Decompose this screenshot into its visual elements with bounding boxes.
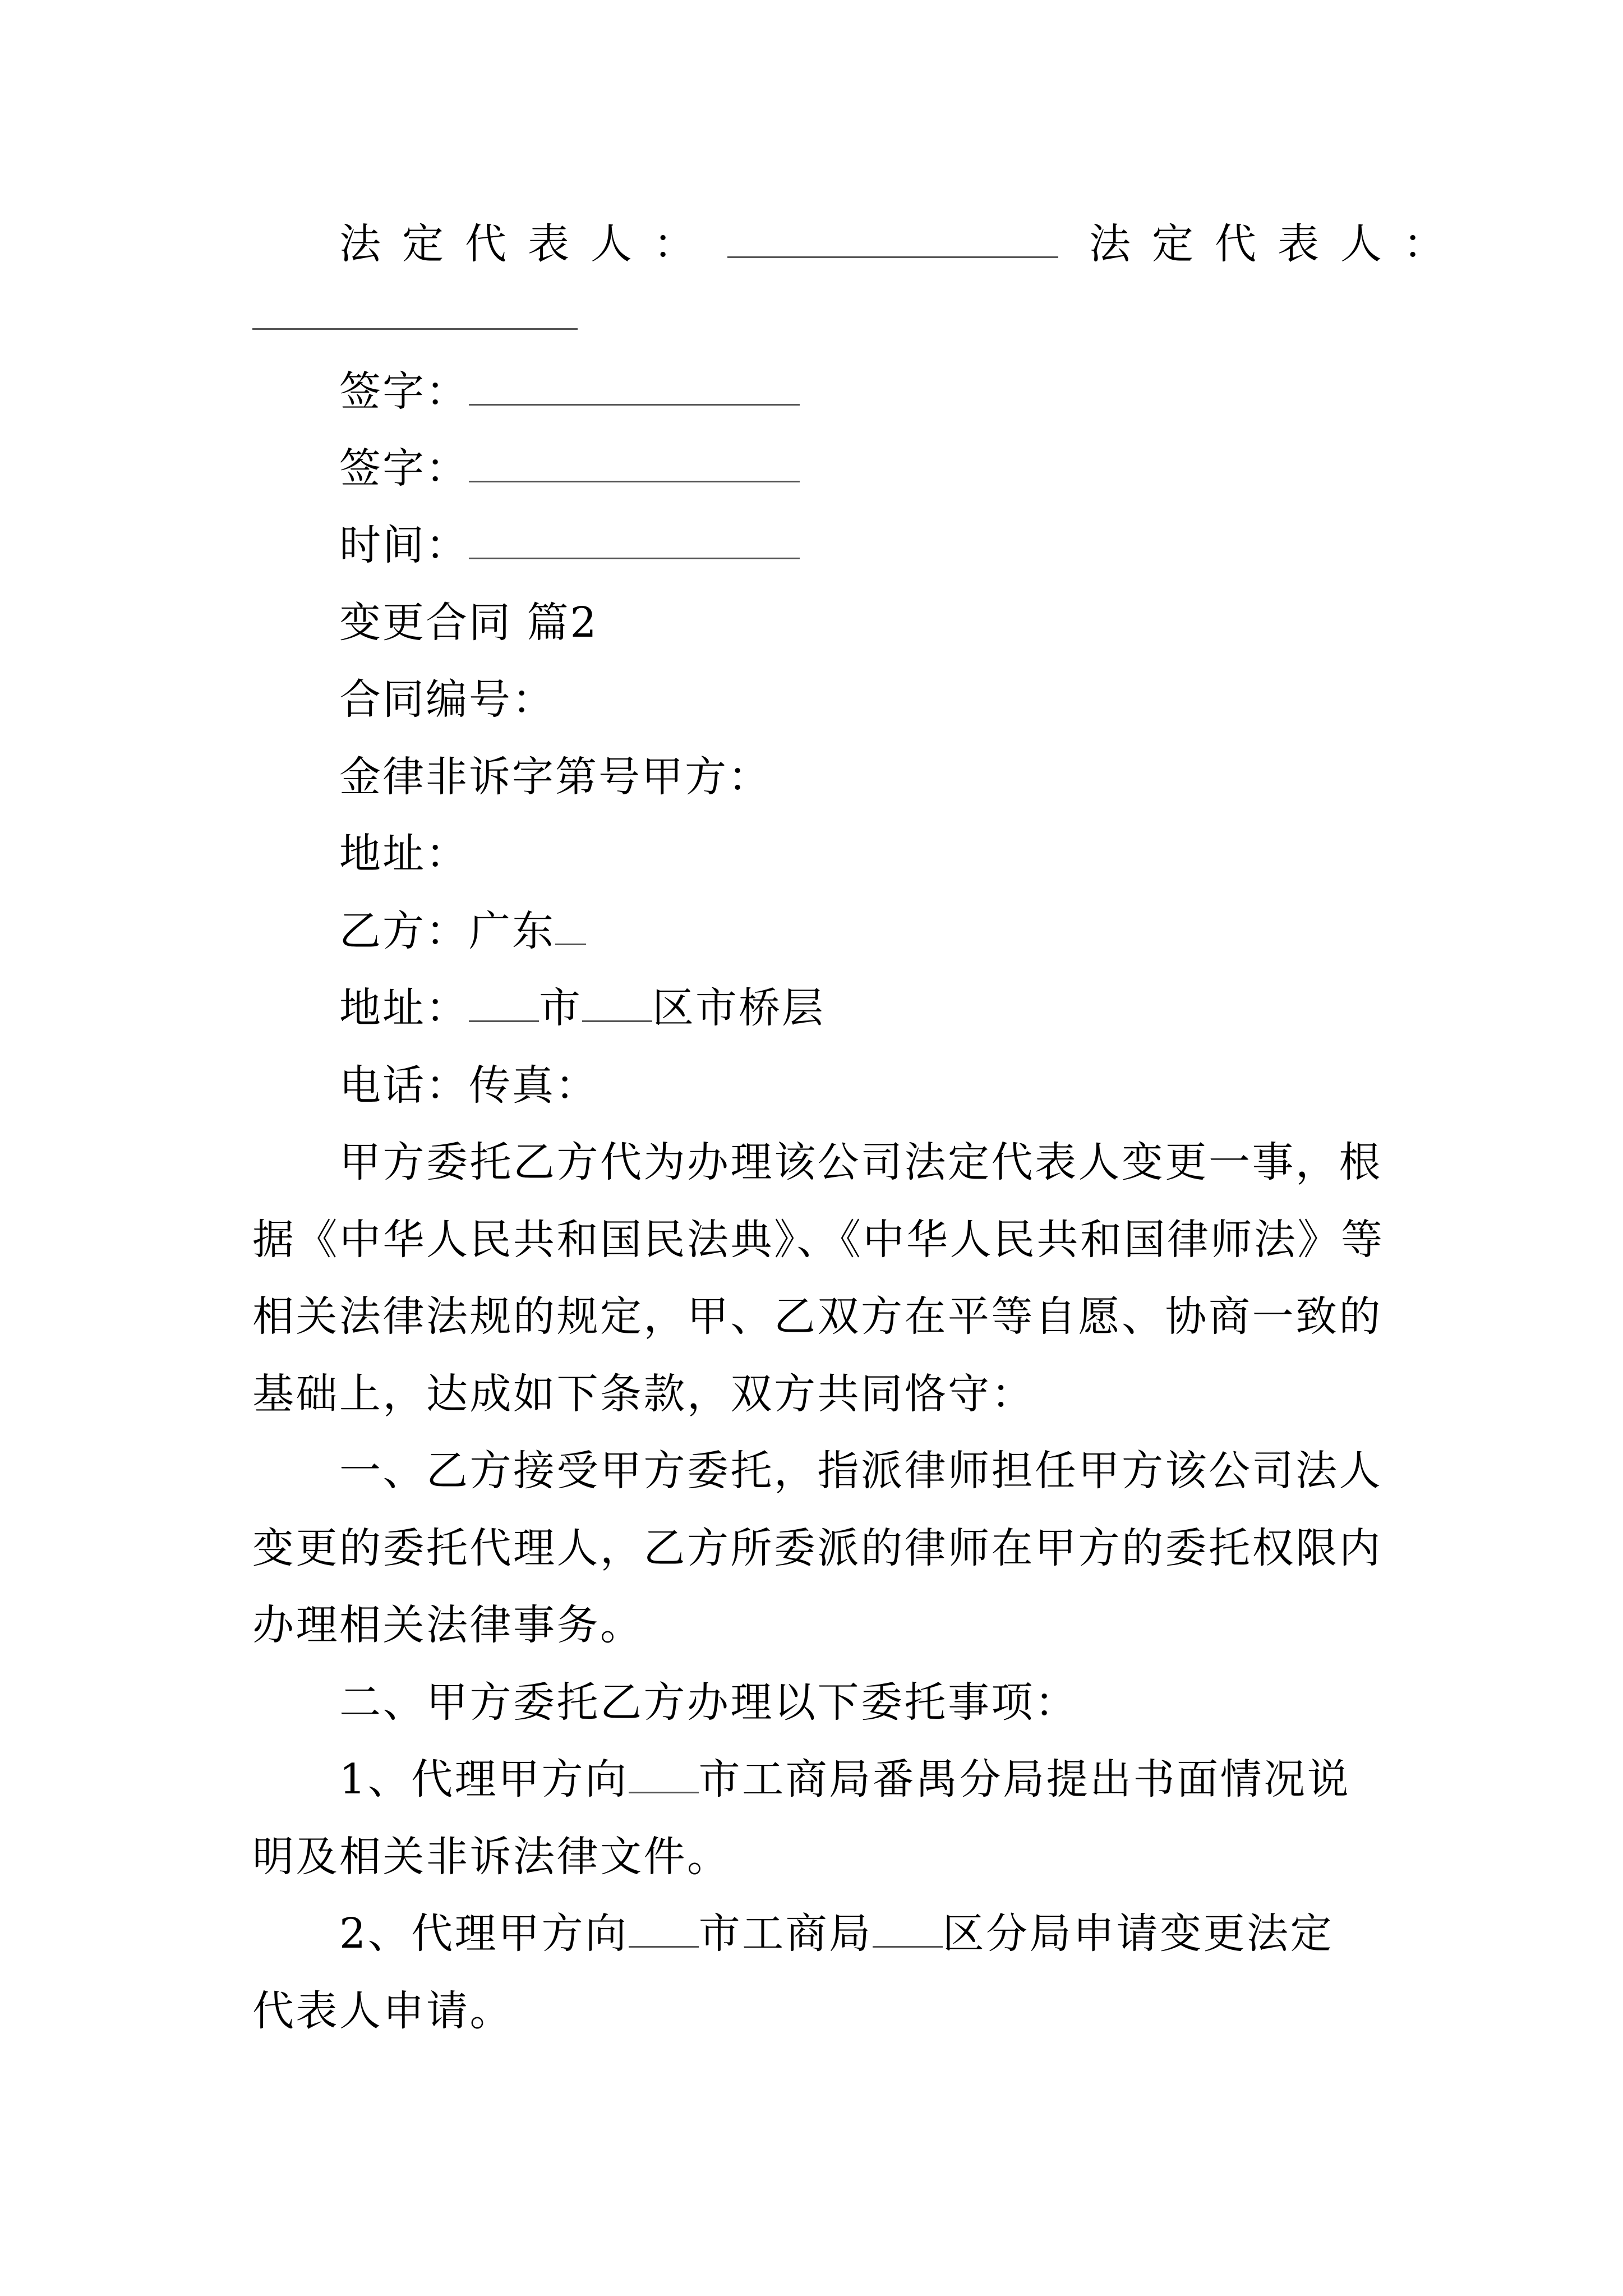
address-b-city: 市 xyxy=(539,984,582,1032)
clause1-line-2: 变更的委托代理人，乙方所委派的律师在甲方的委托权限内 xyxy=(252,1524,1382,1572)
legal-rep-b-label: 法定代表人： xyxy=(1089,220,1466,268)
intro-line-4: 基础上，达成如下条款，双方共同恪守： xyxy=(252,1370,1035,1418)
address-b-blank-2 xyxy=(582,986,652,1022)
address-b-blank-1 xyxy=(469,986,539,1022)
legal-rep-a-label: 法定代表人： xyxy=(339,220,716,268)
item1-blank xyxy=(629,1757,699,1793)
item2-line-2: 代表人申请。 xyxy=(252,1987,513,2035)
party-b-line xyxy=(339,903,1380,959)
address-b-label: 地址： xyxy=(339,984,469,1032)
item2-mid: 市工商局 xyxy=(698,1910,873,1958)
item2-rest: 区分局申请变更法定 xyxy=(942,1910,1334,1958)
section-heading: 变更合同 篇2 xyxy=(339,599,598,647)
item1-prefix: 1、代理甲方向 xyxy=(339,1755,629,1803)
phone-fax: 电话：传真： xyxy=(339,1061,598,1110)
party-b-blank xyxy=(555,909,586,945)
sign-line-1 xyxy=(339,364,1380,420)
item1-rest: 市工商局番禺分局提出书面情况说 xyxy=(698,1755,1351,1803)
sign-line-2 xyxy=(339,440,1380,496)
intro-line-1: 甲方委托乙方代为办理该公司法定代表人变更一事，根 xyxy=(339,1138,1382,1186)
clause1-line-1: 一、乙方接受甲方委托，指派律师担任甲方该公司法人 xyxy=(339,1447,1382,1495)
legal-rep-a-blank xyxy=(727,222,1058,258)
item2-blank-1 xyxy=(629,1911,699,1948)
time-blank xyxy=(469,523,800,559)
item2-prefix: 2、代理甲方向 xyxy=(339,1910,629,1958)
item2-blank-2 xyxy=(873,1911,943,1948)
address-a: 地址： xyxy=(339,830,469,878)
party-a-line: 金律非诉字第号甲方： xyxy=(339,753,771,801)
time-label: 时间： xyxy=(339,521,469,569)
sign-label-1: 签字： xyxy=(339,367,469,416)
sign-label-2: 签字： xyxy=(339,444,469,493)
contract-no: 合同编号： xyxy=(339,675,555,724)
clause2-title: 二、甲方委托乙方办理以下委托事项： xyxy=(339,1678,1078,1727)
address-b-line xyxy=(339,980,1380,1036)
legal-rep-b-blank xyxy=(252,323,578,330)
item1-line-2: 明及相关非诉法律文件。 xyxy=(252,1833,731,1881)
sign-blank-2 xyxy=(469,446,800,482)
sign-blank-1 xyxy=(469,369,800,406)
item1-line-1 xyxy=(339,1751,1380,1807)
legal-rep-line xyxy=(339,216,1466,272)
intro-line-2: 据《中华人民共和国民法典》、《中华人民共和国律师法》等 xyxy=(252,1216,1385,1264)
party-b-label: 乙方：广东 xyxy=(339,907,555,955)
item2-line-1 xyxy=(339,1906,1380,1962)
clause1-line-3: 办理相关法律事务。 xyxy=(252,1601,644,1649)
time-line xyxy=(339,517,1380,573)
address-b-rest: 区市桥层 xyxy=(652,984,825,1032)
intro-line-3: 相关法律法规的规定，甲、乙双方在平等自愿、协商一致的 xyxy=(252,1292,1382,1341)
